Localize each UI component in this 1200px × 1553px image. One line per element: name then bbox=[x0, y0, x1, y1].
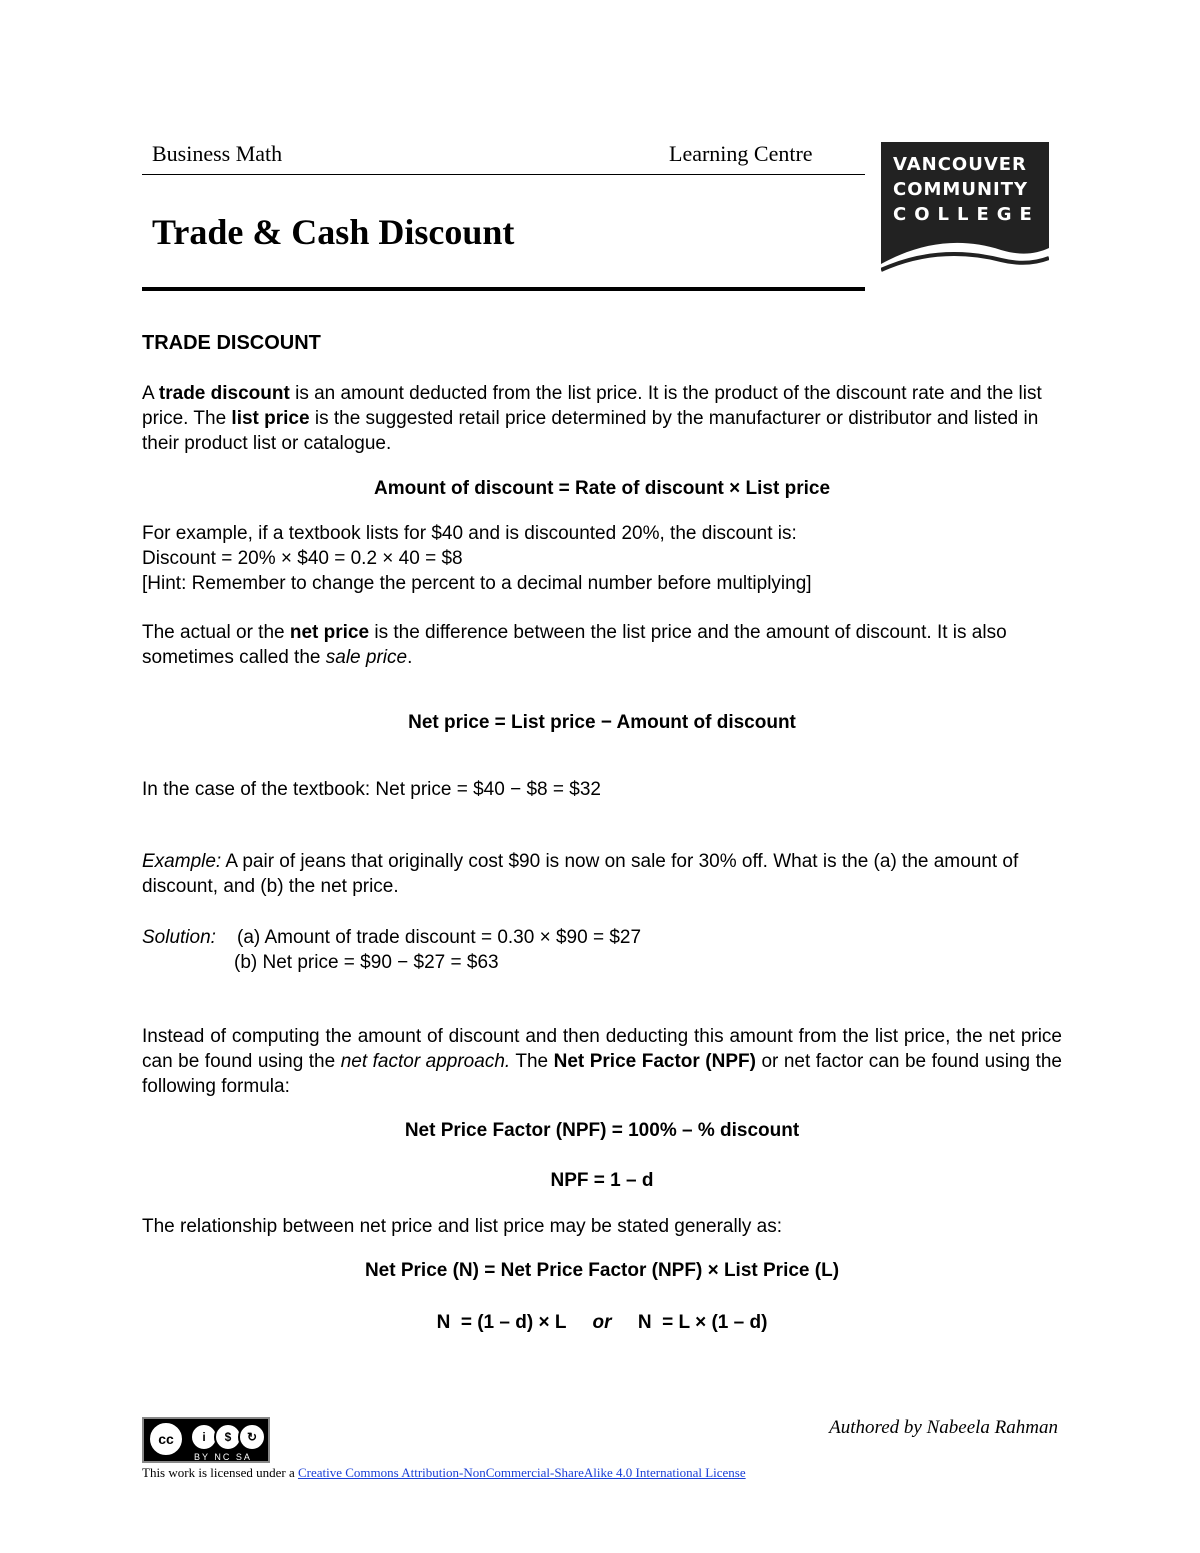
formula-net-price: Net price = List price − Amount of discount bbox=[408, 712, 796, 733]
p1-term-trade-discount: trade discount bbox=[158, 383, 290, 404]
license-link[interactable]: Creative Commons Attribution-NonCommercial-ShareAlike 4.0 International License bbox=[297, 1465, 746, 1480]
p3-term-npf: Net Price Factor (NPF) bbox=[553, 1051, 756, 1072]
noncommercial-icon: $ bbox=[214, 1423, 242, 1451]
p3-text-e: or net factor can be found using the following formula: bbox=[142, 1051, 1062, 1097]
p2-text-e: . bbox=[407, 647, 413, 668]
example-text: A pair of jeans that originally cost $90 is now on sale for 30% off. What is the (a) the amount of discount, and (b) the net price. bbox=[142, 851, 1019, 897]
p1-text-a: A bbox=[142, 383, 159, 404]
example-label: Example: bbox=[142, 851, 222, 872]
net-price-paragraph bbox=[142, 620, 1062, 670]
jeans-example bbox=[142, 849, 1062, 899]
example-line-1: For example, if a textbook lists for $40 and is discounted 20%, the discount is: bbox=[142, 523, 797, 544]
p2-text-a: The actual or the bbox=[142, 622, 290, 643]
solution-label: Solution: bbox=[142, 927, 216, 948]
vcc-logo bbox=[881, 142, 1049, 281]
title-rule bbox=[142, 287, 865, 291]
attribution-icon: i bbox=[190, 1423, 218, 1451]
section-heading: TRADE DISCOUNT bbox=[142, 332, 321, 354]
license-statement bbox=[142, 1465, 746, 1481]
formula-npf: Net Price Factor (NPF) = 100% – % discount bbox=[404, 1120, 800, 1141]
p1-term-list-price: list price bbox=[231, 408, 310, 429]
p3-term-net-factor: net factor approach. bbox=[340, 1051, 511, 1072]
header-centre: Learning Centre bbox=[669, 141, 813, 166]
logo-line-1: VANCOUVER bbox=[893, 154, 1027, 175]
logo-line-2: COMMUNITY bbox=[893, 179, 1029, 200]
header-course: Business Math bbox=[152, 141, 283, 166]
logo-line-3: COLLEGE bbox=[893, 204, 1040, 225]
formula-n-left: N = (1 – d) × L bbox=[436, 1312, 567, 1333]
solution-part-a: (a) Amount of trade discount = 0.30 × $90 = $27 bbox=[237, 927, 642, 948]
cc-labels: BY NC SA bbox=[194, 1452, 252, 1462]
logo-wave-icon bbox=[881, 142, 1049, 281]
formula-n-right: N = L × (1 – d) bbox=[637, 1312, 768, 1333]
page-title: Trade & Cash Discount bbox=[152, 212, 515, 252]
author-credit: Authored by Nabeela Rahman bbox=[829, 1417, 1058, 1438]
p1-text-c: is an amount deducted from the list price. It is the product of the discount rate and the list price. The bbox=[142, 383, 1042, 429]
cc-license-badge bbox=[142, 1417, 270, 1463]
p1-text-e: is the suggested retail price determined by the manufacturer or distributor and listed in their product list or catalogue. bbox=[142, 408, 1039, 454]
p3-text-a: Instead of computing the amount of discount and then deducting this amount from the list price, the net price can be found using the bbox=[142, 1026, 1062, 1072]
p2-term-net-price: net price bbox=[289, 622, 370, 643]
p3-text-c: The bbox=[510, 1051, 554, 1072]
formula-n-forms bbox=[142, 1310, 1062, 1335]
relationship-text: The relationship between net price and list price may be stated generally as: bbox=[142, 1216, 783, 1237]
p2-text-c: is the difference between the list price and the amount of discount. It is also sometimes called the bbox=[142, 622, 1007, 668]
net-factor-paragraph bbox=[142, 1024, 1062, 1099]
example-line-2: Discount = 20% × $40 = 0.2 × 40 = $8 bbox=[142, 548, 463, 569]
textbook-case: In the case of the textbook: Net price = $40 − $8 = $32 bbox=[142, 779, 601, 800]
formula-net-price-general: Net Price (N) = Net Price Factor (NPF) × List Price (L) bbox=[364, 1260, 840, 1281]
solution-part-b: (b) Net price = $90 − $27 = $63 bbox=[234, 952, 499, 973]
trade-discount-paragraph bbox=[142, 381, 1062, 456]
example-hint: [Hint: Remember to change the percent to a decimal number before multiplying] bbox=[142, 573, 812, 594]
cc-icon: cc bbox=[148, 1421, 184, 1457]
header-rule bbox=[142, 174, 865, 175]
formula-npf-short: NPF = 1 – d bbox=[550, 1170, 654, 1191]
sharealike-icon: ↻ bbox=[238, 1423, 266, 1451]
p2-term-sale-price: sale price bbox=[325, 647, 408, 668]
formula-amount-of-discount: Amount of discount = Rate of discount × List price bbox=[373, 478, 831, 499]
formula-or: or bbox=[592, 1312, 612, 1333]
license-prefix: This work is licensed under a bbox=[142, 1465, 298, 1480]
solution-line-a bbox=[142, 925, 1062, 950]
